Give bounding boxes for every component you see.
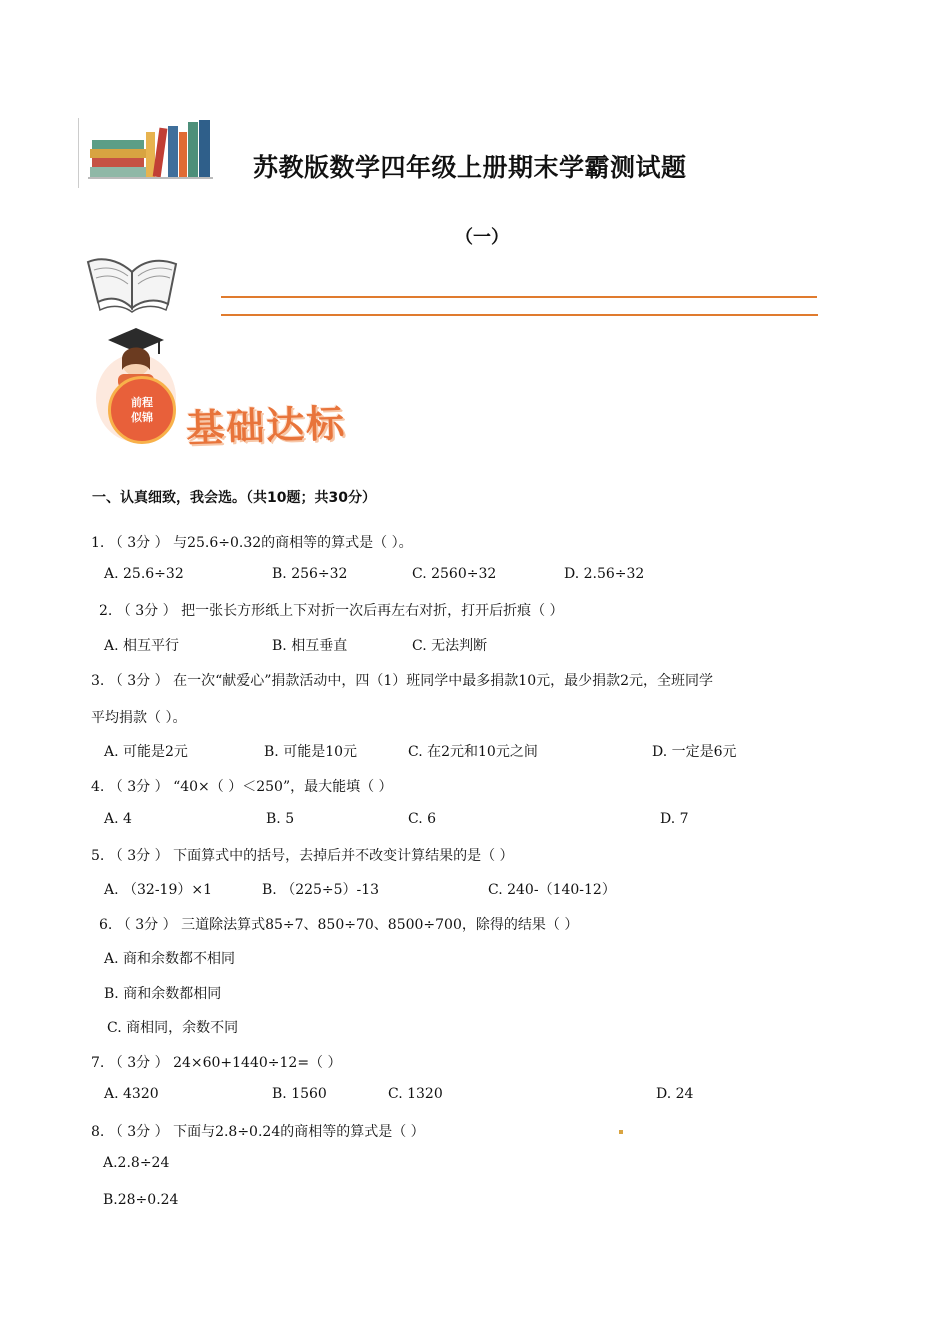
badge-label: 基础达标 <box>185 401 347 451</box>
badge-circle <box>108 376 176 444</box>
header-rule-top <box>221 296 817 298</box>
header-divider <box>78 118 79 188</box>
q1-option-d: D. 2.56÷32 <box>564 566 645 582</box>
books-icon <box>88 118 213 180</box>
q4-option-b: B. 5 <box>266 811 295 827</box>
q3-option-b: B. 可能是10元 <box>264 744 358 760</box>
q4-option-d: D. 7 <box>660 811 689 827</box>
question-1: 1. （ 3分 ） 与25.6÷0.32的商相等的算式是（ ）。 <box>91 535 413 551</box>
q1-option-a: A. 25.6÷32 <box>104 566 184 582</box>
q5-option-b: B. （225÷5）-13 <box>262 882 380 898</box>
open-book-icon <box>84 250 182 316</box>
q2-option-a: A. 相互平行 <box>104 638 180 654</box>
q5-option-a: A. （32-19）×1 <box>104 882 213 898</box>
q6-option-c: C. 商相同，余数不同 <box>107 1020 239 1036</box>
question-5: 5. （ 3分 ） 下面算式中的括号，去掉后并不改变计算结果的是（ ） <box>91 848 514 864</box>
q3-option-a: A. 可能是2元 <box>104 744 188 760</box>
page-subtitle: （一） <box>455 227 509 248</box>
q1-option-c: C. 2560÷32 <box>412 566 497 582</box>
q7-option-b: B. 1560 <box>272 1086 327 1102</box>
question-6: 6. （ 3分 ） 三道除法算式85÷7、850÷70、8500÷700，除得的结果（ ） <box>99 917 579 933</box>
q7-option-c: C. 1320 <box>388 1086 443 1102</box>
q6-option-b: B. 商和余数都相同 <box>104 986 222 1002</box>
q7-option-d: D. 24 <box>656 1086 694 1102</box>
question-3-continued: 平均捐款（ ）。 <box>91 710 187 726</box>
q8-option-a: A.2.8÷24 <box>103 1155 170 1171</box>
q5-option-c: C. 240-（140-12） <box>488 882 616 898</box>
q1-option-b: B. 256÷32 <box>272 566 348 582</box>
question-7: 7. （ 3分 ） 24×60+1440÷12=（ ） <box>91 1055 342 1071</box>
q4-option-a: A. 4 <box>104 811 132 827</box>
badge-circle-line2: 似锦 <box>131 411 153 424</box>
q3-option-d: D. 一定是6元 <box>652 744 737 760</box>
question-2: 2. （ 3分 ） 把一张长方形纸上下对折一次后再左右对折，打开后折痕（ ） <box>99 603 564 619</box>
header-rule-bottom <box>221 314 818 316</box>
q2-option-b: B. 相互垂直 <box>272 638 348 654</box>
q3-option-c: C. 在2元和10元之间 <box>408 744 538 760</box>
question-8: 8. （ 3分 ） 下面与2.8÷0.24的商相等的算式是（ ） <box>91 1124 425 1140</box>
q4-option-c: C. 6 <box>408 811 437 827</box>
decorative-dot <box>619 1130 623 1134</box>
question-4: 4. （ 3分 ） “40×（ ）＜250”，最大能填（ ） <box>91 779 393 795</box>
q8-option-b: B.28÷0.24 <box>103 1192 179 1208</box>
q7-option-a: A. 4320 <box>104 1086 159 1102</box>
q6-option-a: A. 商和余数都不相同 <box>104 951 236 967</box>
page-title: 苏教版数学四年级上册期末学霸测试题 <box>253 153 687 182</box>
q2-option-c: C. 无法判断 <box>412 638 488 654</box>
section-title: 一、认真细致，我会选。（共10题；共30分） <box>92 490 376 506</box>
question-3: 3. （ 3分 ） 在一次“献爱心”捐款活动中，四（1）班同学中最多捐款10元，最少捐款2元，全班同学 <box>91 673 714 689</box>
badge-circle-line1: 前程 <box>131 396 153 409</box>
